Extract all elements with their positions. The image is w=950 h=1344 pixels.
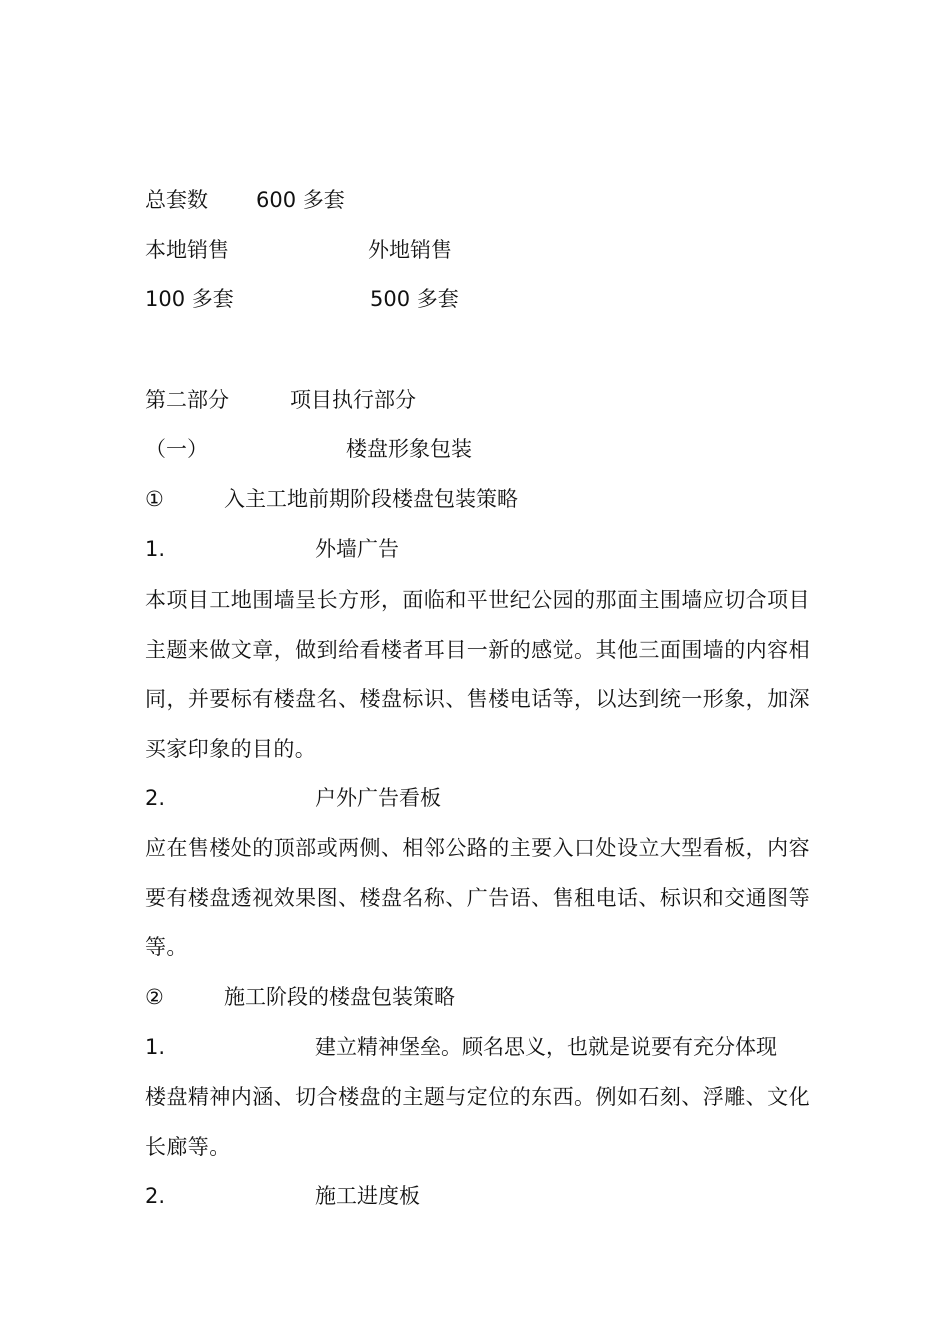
remote-sales-value: 500 多套 bbox=[370, 287, 459, 311]
local-sales-value: 100 多套 bbox=[145, 287, 234, 311]
item-heading-progress-board bbox=[145, 1182, 420, 1210]
part-number: 第二部分 bbox=[145, 388, 229, 412]
stage-two-heading bbox=[145, 983, 455, 1011]
total-units-label: 总套数 bbox=[145, 188, 208, 212]
item-title: 施工进度板 bbox=[315, 1184, 420, 1208]
part-title: 项目执行部分 bbox=[290, 388, 416, 412]
section-title: 楼盘形象包装 bbox=[346, 437, 472, 461]
item-heading-outdoor-billboard bbox=[145, 784, 441, 812]
section-number: （一） bbox=[145, 437, 208, 461]
local-sales-label: 本地销售 bbox=[145, 238, 229, 262]
wall-ads-paragraph: 本项目工地围墙呈长方形，面临和平世纪公园的那面主围墙应切合项目主题来做文章，做到给看楼者耳目一新的感觉。其他三面围墙的内容相同，并要标有楼盘名、楼盘标识、售楼电话等，以达到统一形象，加深买家印象的目的。 bbox=[145, 588, 810, 761]
stage-one-marker: ① bbox=[145, 487, 164, 511]
remote-sales-label: 外地销售 bbox=[368, 238, 452, 262]
stage-two-marker: ② bbox=[145, 985, 164, 1009]
part-two-heading bbox=[145, 386, 416, 414]
item-number: 1. bbox=[145, 537, 166, 561]
sales-header-row bbox=[145, 236, 452, 264]
spirit-fortress-paragraph: 楼盘精神内涵、切合楼盘的主题与定位的东西。例如石刻、浮雕、文化长廊等。 bbox=[145, 1085, 810, 1159]
total-units-row bbox=[145, 186, 345, 214]
outdoor-billboard-paragraph: 应在售楼处的顶部或两侧、相邻公路的主要入口处设立大型看板，内容要有楼盘透视效果图、楼盘名称、广告语、售租电话、标识和交通图等等。 bbox=[145, 836, 810, 960]
item-number: 1. bbox=[145, 1035, 166, 1059]
stage-two-title: 施工阶段的楼盘包装策略 bbox=[224, 985, 455, 1009]
item-lead-text: 建立精神堡垒。顾名思义，也就是说要有充分体现 bbox=[315, 1035, 777, 1059]
sales-values-row bbox=[145, 285, 459, 313]
item-title: 外墙广告 bbox=[315, 537, 399, 561]
stage-one-heading bbox=[145, 485, 518, 513]
item-number: 2. bbox=[145, 1184, 166, 1208]
stage-one-title: 入主工地前期阶段楼盘包装策略 bbox=[224, 487, 518, 511]
item-heading-wall-ads bbox=[145, 535, 399, 563]
item-number: 2. bbox=[145, 786, 166, 810]
section-one-heading bbox=[145, 435, 472, 463]
item-title: 户外广告看板 bbox=[315, 786, 441, 810]
item-heading-spirit-fortress bbox=[145, 1033, 777, 1061]
total-units-value: 600 多套 bbox=[256, 188, 345, 212]
